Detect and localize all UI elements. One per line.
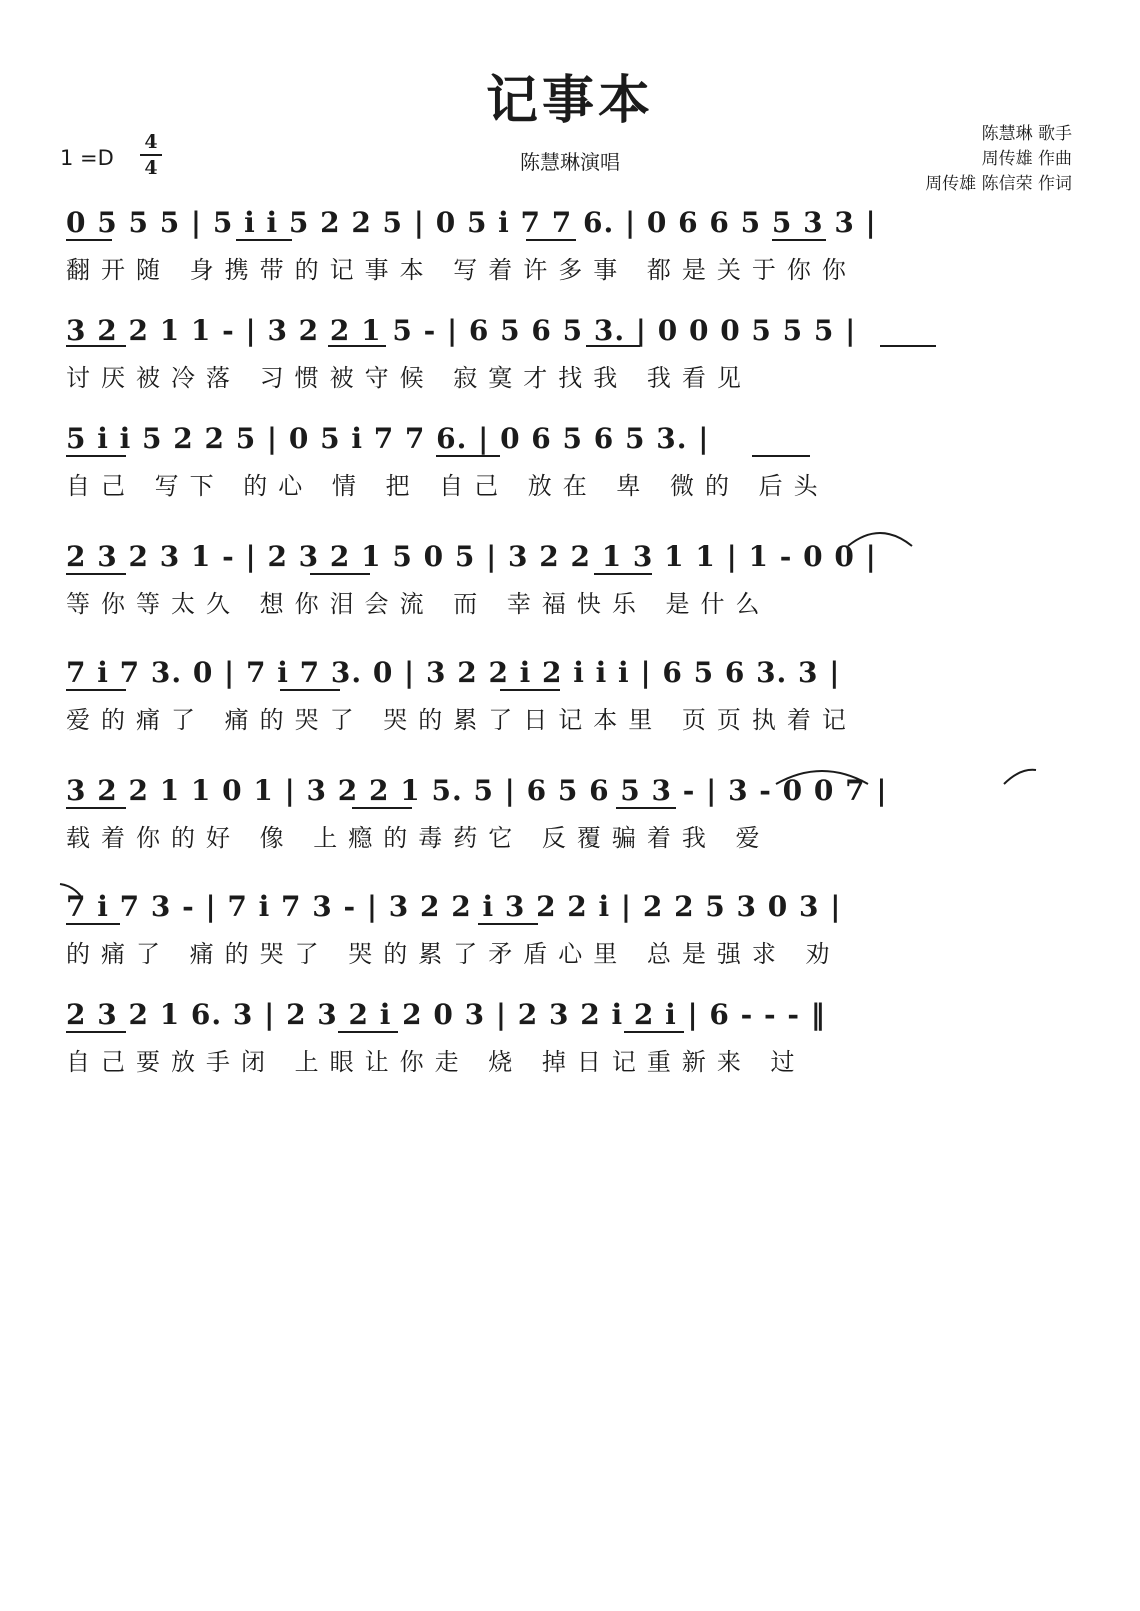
notation-line: 5 i i 5 2 2 5 | 0 5 i 7 7 6. | 0 6 5 6 5 3. | bbox=[66, 422, 710, 455]
notation-line: 2 3 2 1 6. 3 | 2 3 2 i 2 0 3 | 2 3 2 i 2 i | 6 - - - ‖ bbox=[66, 998, 826, 1031]
tie-arc bbox=[60, 884, 82, 898]
notation-line: 0 5 5 5 | 5 i i 5 2 2 5 | 0 5 i 7 7 6. | 0 6 6 5 5 3 3 | bbox=[66, 206, 877, 239]
key-signature: 1 =D bbox=[60, 146, 114, 170]
tie-arc bbox=[1004, 770, 1036, 784]
notation-line: 3 2 2 1 1 0 1 | 3 2 2 1 5. 5 | 6 5 6 5 3 - | 3 - 0 0 7 | bbox=[66, 774, 888, 807]
lyric-line: 讨厌被冷落 习惯被守候 寂寞才找我 我看见 bbox=[66, 364, 752, 392]
lyric-line: 等你等太久 想你泪会流 而 幸福快乐 是什么 bbox=[66, 590, 771, 618]
credit-singer: 陈慧琳 歌手 bbox=[981, 124, 1072, 144]
credit-composer: 周传雄 作曲 bbox=[981, 149, 1072, 169]
credit-lyricist: 周传雄 陈信荣 作词 bbox=[925, 174, 1072, 194]
notation-line: 2 3 2 3 1 - | 2 3 2 1 5 0 5 | 3 2 2 1 3 1 1 | 1 - 0 0 | bbox=[66, 540, 877, 573]
notation-line: 3 2 2 1 1 - | 3 2 2 1 5 - | 6 5 6 5 3. | 0 0 0 5 5 5 | bbox=[66, 314, 857, 347]
tie-arc bbox=[776, 771, 868, 784]
notation-line: 7 i 7 3 - | 7 i 7 3 - | 3 2 2 i 3 2 2 i | 2 2 5 3 0 3 | bbox=[66, 890, 842, 923]
performer-line: 陈慧琳演唱 bbox=[520, 150, 620, 174]
lyric-line: 的痛了 痛的哭了 哭的累了矛盾心里 总是强求 劝 bbox=[66, 940, 841, 968]
lyric-line: 自己 写下 的心 情 把 自己 放在 卑 微的 后头 bbox=[66, 472, 829, 500]
lyric-line: 爱的痛了 痛的哭了 哭的累了日记本里 页页执着记 bbox=[66, 706, 857, 734]
meter-denominator: 4 bbox=[144, 157, 158, 179]
meter-numerator: 4 bbox=[144, 131, 158, 153]
tie-arc bbox=[848, 533, 912, 546]
lyric-line: 载着你的好 像 上瘾的毒药它 反覆骗着我 爱 bbox=[66, 824, 771, 852]
song-title: 记事本 bbox=[485, 71, 654, 131]
lyric-line: 翻开随 身携带的记事本 写着许多事 都是关于你你 bbox=[66, 256, 857, 284]
lyric-line: 自己要放手闭 上眼让你走 烧 掉日记重新来 过 bbox=[66, 1048, 806, 1076]
notation-line: 7 i 7 3. 0 | 7 i 7 3. 0 | 3 2 2 i 2 i i i | 6 5 6 3. 3 | bbox=[66, 656, 841, 689]
